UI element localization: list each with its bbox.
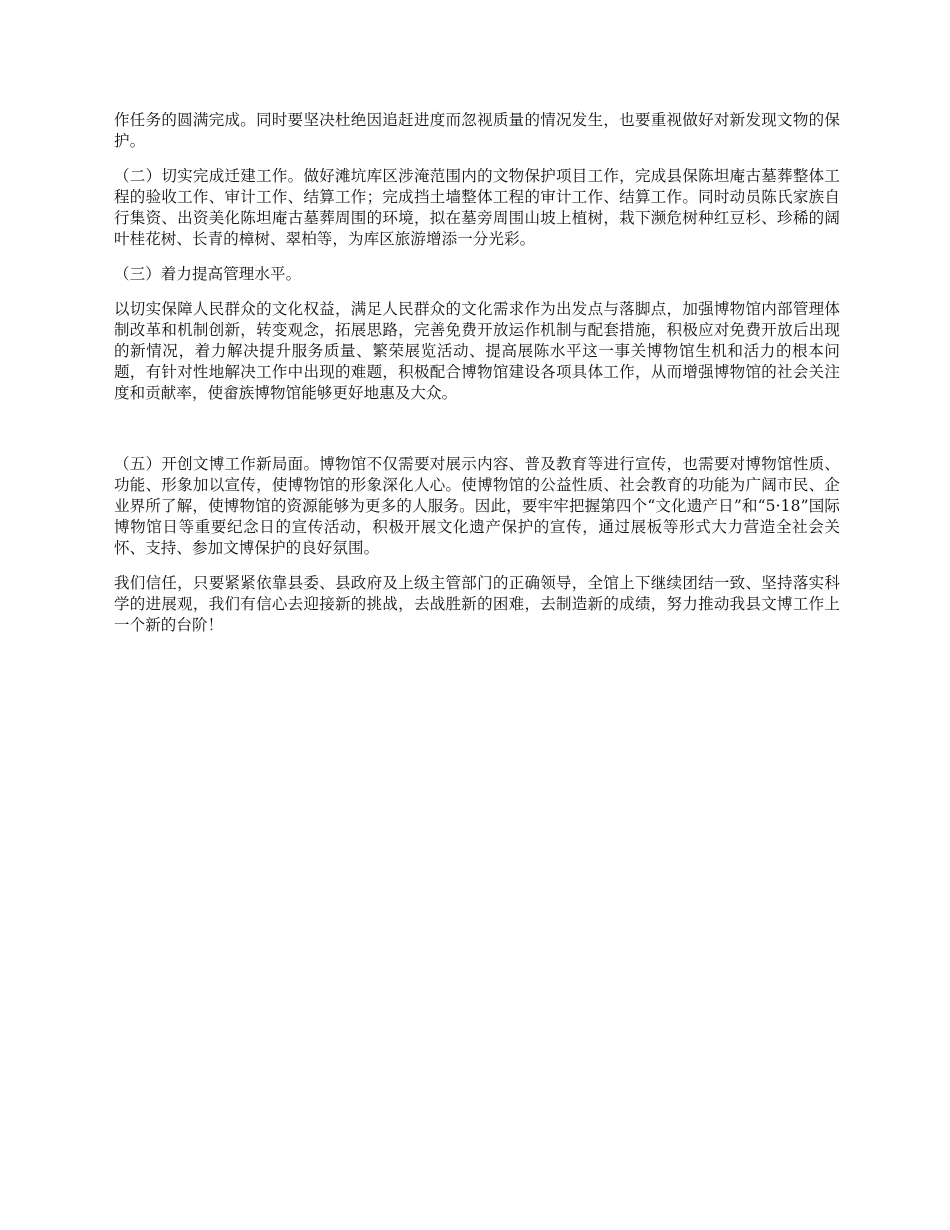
paragraph-6: 我们信任，只要紧紧依靠县委、县政府及上级主管部门的正确领导，全馆上下继续团结一致、坚持落实科学的进展观，我们有信心去迎接新的挑战，去战胜新的困难，去制造新的成绩，努力推动我县文博工作上一个新的台阶！ [114, 574, 840, 634]
paragraph-3: （三）着力提高管理水平。 [114, 265, 302, 283]
document-body [114, 110, 840, 650]
paragraph-2: （二）切实完成迁建工作。做好滩坑库区涉淹范围内的文物保护项目工作，完成县保陈坦庵古墓葬整体工程的验收工作、审计工作、结算工作；完成挡土墙整体工程的审计工作、结算工作。同时动员陈氏家族自行集资、出资美化陈坦庵古墓葬周围的环境，拟在墓旁周围山坡上植树，栽下濒危树种红豆杉、珍稀的阔叶桂花树、长青的樟树、翠柏等，为库区旅游增添一分光彩。 [114, 167, 840, 248]
paragraph-1: 作任务的圆满完成。同时要坚决杜绝因追赶进度而忽视质量的情况发生，也要重视做好对新发现文物的保护。 [114, 111, 840, 150]
section-gap [114, 418, 840, 454]
paragraph-4: 以切实保障人民群众的文化权益，满足人民群众的文化需求作为出发点与落脚点，加强博物馆内部管理体制改革和机制创新，转变观念，拓展思路，完善免费开放运作机制与配套措施，积极应对免费开放后出现的新情况，着力解决提升服务质量、繁荣展览活动、提高展陈水平这一事关博物馆生机和活力的根本问题，有针对性地解决工作中出现的难题，积极配合博物馆建设各项具体工作，从而增强博物馆的社会关注度和贡献率，使畲族博物馆能够更好地惠及大众。 [114, 300, 840, 402]
paragraph-5: （五）开创文博工作新局面。博物馆不仅需要对展示内容、普及教育等进行宣传，也需要对博物馆性质、功能、形象加以宣传，使博物馆的形象深化人心。使博物馆的公益性质、社会教育的功能为广阔市民、企业界所了解，使博物馆的资源能够为更多的人服务。因此，要牢牢把握第四个“文化遗产日”和“5·18”国际博物馆日等重要纪念日的宣传活动，积极开展文化遗产保护的宣传，通过展板等形式大力营造全社会关怀、支持、参加文博保护的良好氛围。 [114, 455, 840, 557]
